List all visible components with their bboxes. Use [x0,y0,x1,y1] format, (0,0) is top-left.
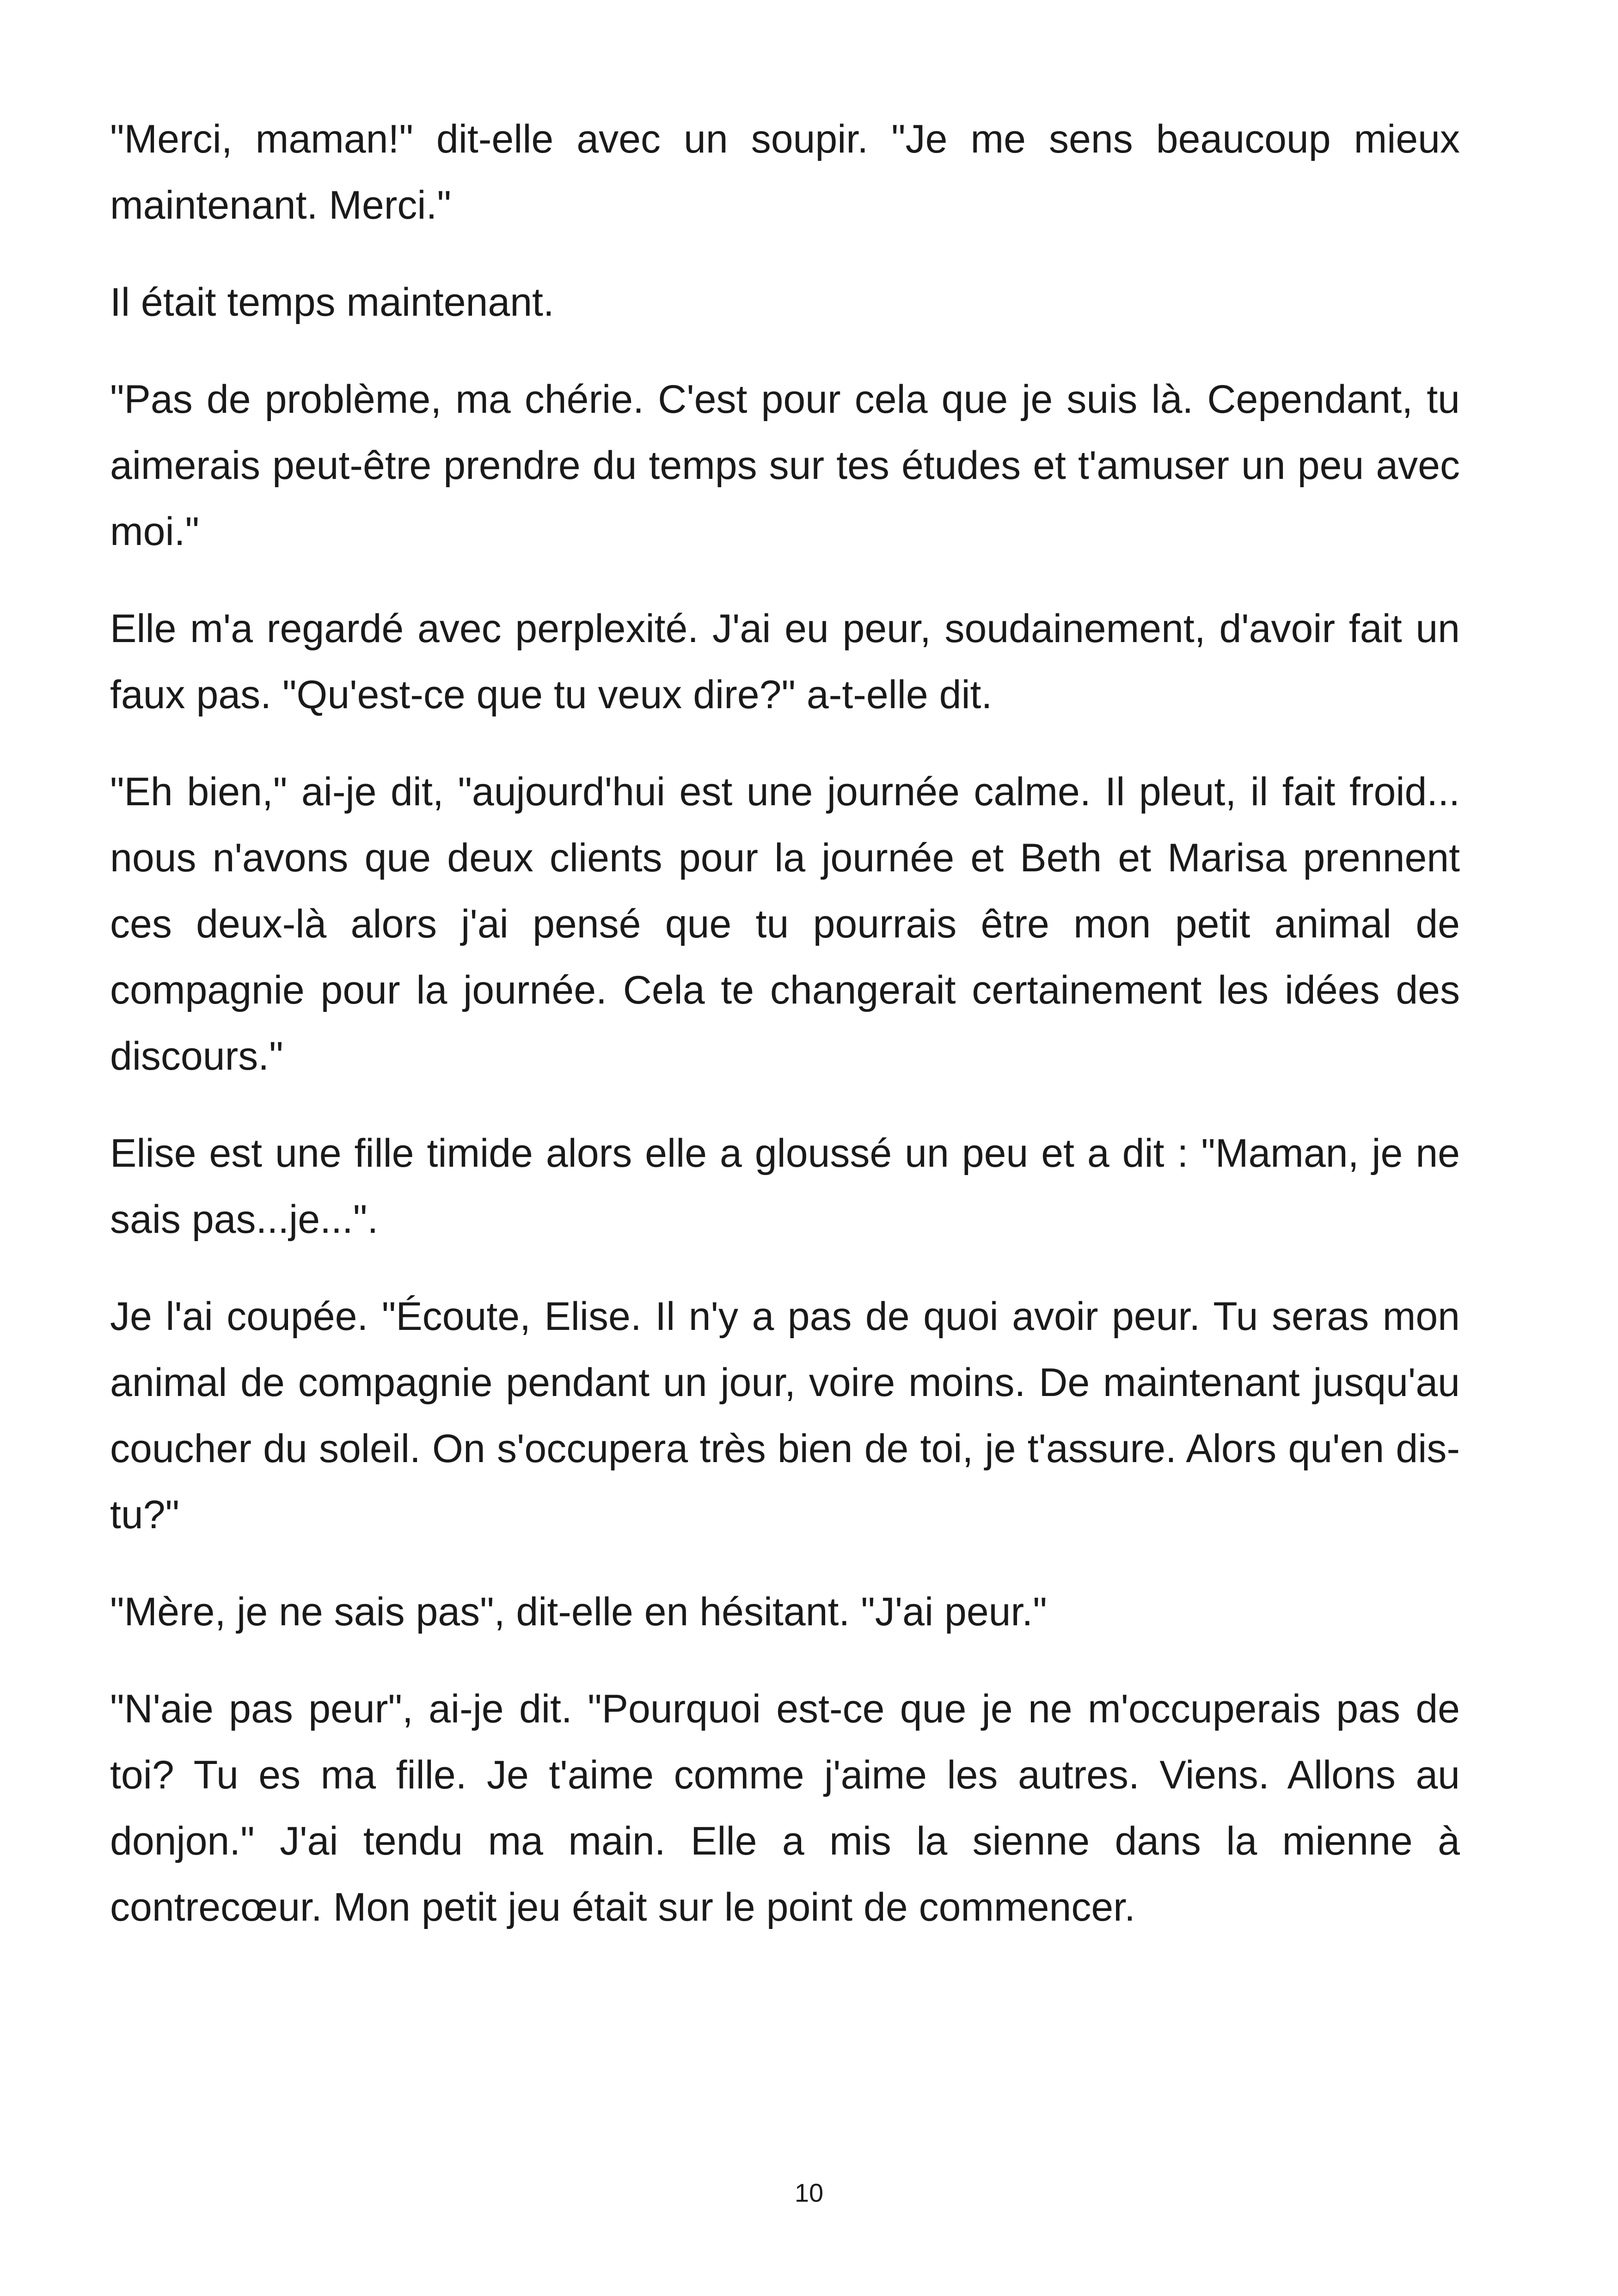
paragraph-3: "Pas de problème, ma chérie. C'est pour cela que je suis là. Cependant, tu aimerais peut-être prendre du temps sur tes études et t'amuser un peu avec moi." [110,377,1460,554]
document-body [110,106,1460,1971]
paragraph-9: "N'aie pas peur", ai-je dit. "Pourquoi est-ce que je ne m'occuperais pas de toi? Tu es ma fille. Je t'aime comme j'aime les autres. Viens. Allons au donjon." J'ai tendu ma main. Elle a mis la sienne dans la mienne à contrecœur. Mon petit jeu était sur le point de commencer. [110,1687,1460,1929]
paragraph-5: "Eh bien," ai-je dit, "aujourd'hui est une journée calme. Il pleut, il fait froid... nous n'avons que deux clients pour la journée et Beth et Marisa prennent ces deux-là alors j'ai pensé que tu pourrais être mon petit animal de compagnie pour la journée. Cela te changerait certainement les idées des discours." [110,770,1460,1078]
paragraph-6: Elise est une fille timide alors elle a gloussé un peu et a dit : "Maman, je ne sais pas...je...". [110,1131,1460,1242]
page-number: 10 [794,2178,824,2207]
paragraph-8: "Mère, je ne sais pas", dit-elle en hésitant. "J'ai peur." [110,1590,1047,1634]
paragraph-7: Je l'ai coupée. "Écoute, Elise. Il n'y a pas de quoi avoir peur. Tu seras mon animal de compagnie pendant un jour, voire moins. De maintenant jusqu'au coucher du soleil. On s'occupera très bien de toi, je t'assure. Alors qu'en dis-tu?" [110,1294,1460,1537]
paragraph-1: "Merci, maman!" dit-elle avec un soupir. "Je me sens beaucoup mieux maintenant. Merci." [110,117,1460,227]
paragraph-2: Il était temps maintenant. [110,280,554,325]
paragraph-4: Elle m'a regardé avec perplexité. J'ai eu peur, soudainement, d'avoir fait un faux pas. "Qu'est-ce que tu veux dire?" a-t-elle dit. [110,606,1460,717]
